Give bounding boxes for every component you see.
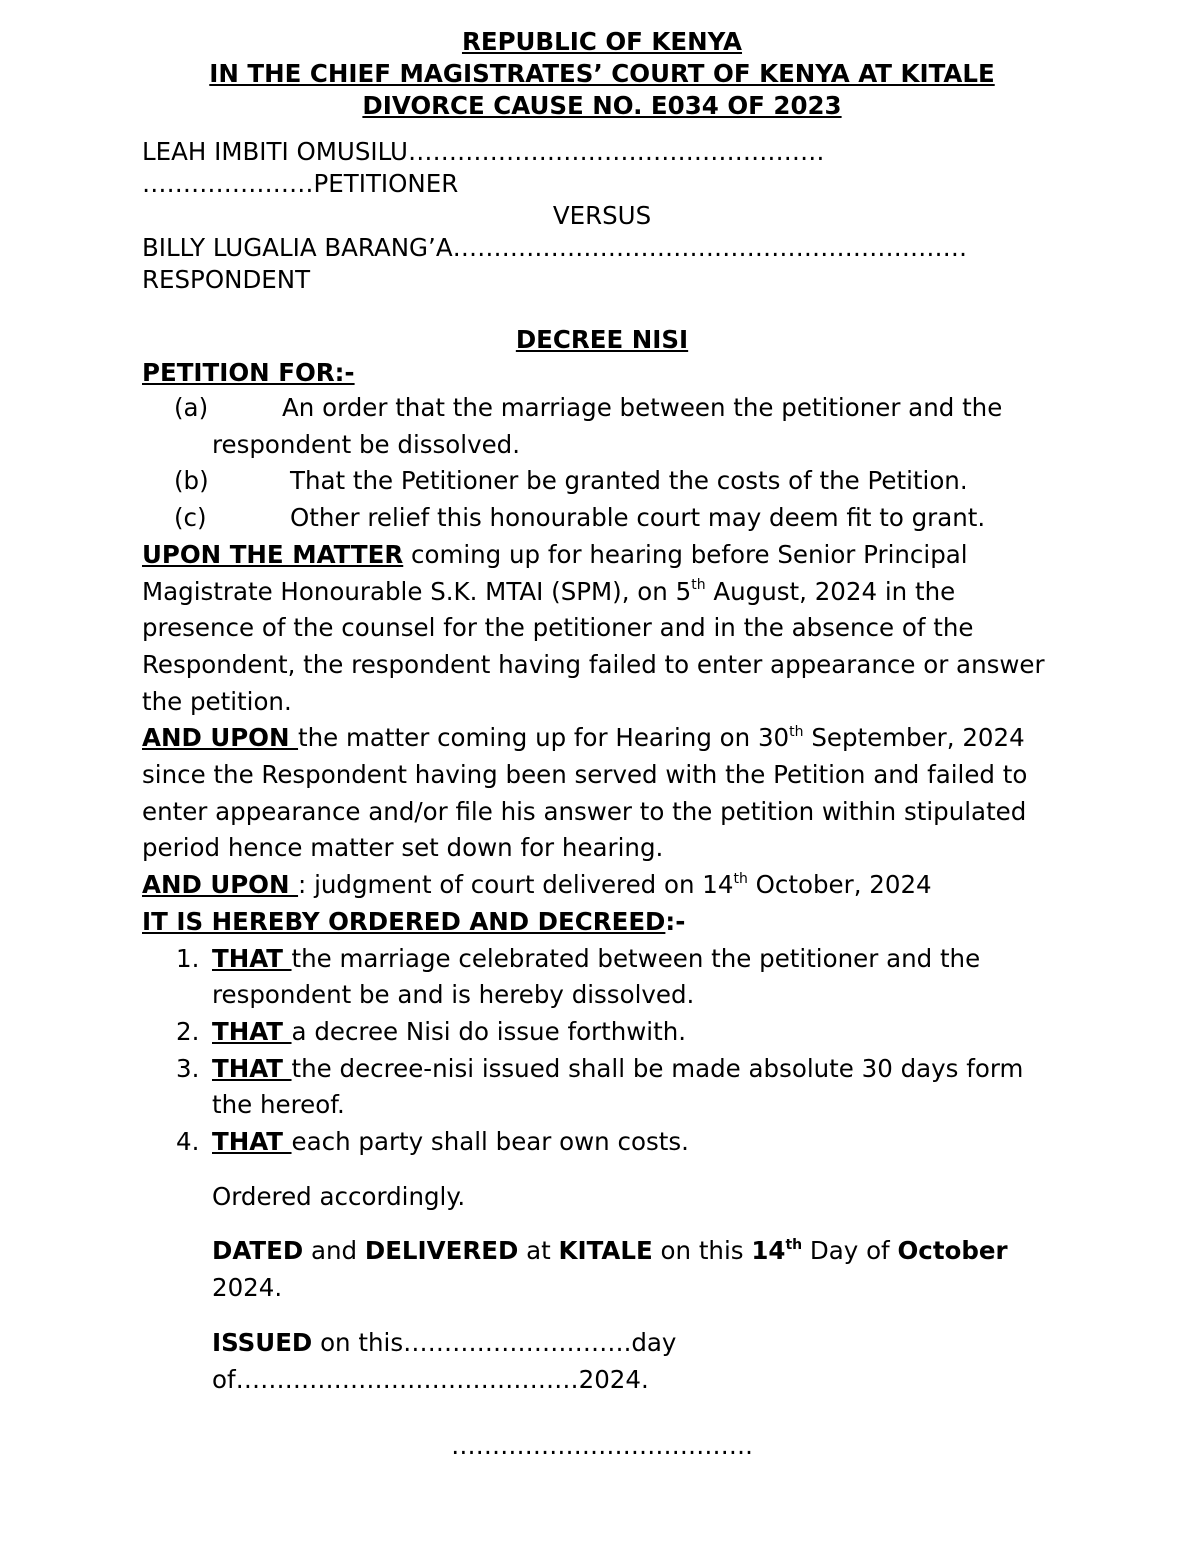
issued-paragraph	[142, 1325, 1062, 1398]
order-text: the marriage celebrated between the petitioner and the respondent be and is hereby dissolved.	[212, 943, 981, 1010]
petition-item-text: An order that the marriage between the petitioner and the respondent be dissolved.	[212, 393, 1003, 459]
dated-text: 2024.	[212, 1273, 283, 1303]
and-upon-lead: AND UPON	[142, 870, 299, 900]
and-upon-paragraph-1	[142, 720, 1062, 867]
day-number: 14	[751, 1236, 786, 1266]
dated-text: Day of	[802, 1236, 898, 1266]
court-header	[142, 26, 1062, 122]
paragraph-text: September, 2024 since the Respondent having been served with the Petition and failed to enter appearance and/or file his answer to the petition within stipulated period hence matter set down for hearing.	[142, 723, 1028, 863]
petition-list	[142, 390, 1062, 537]
document-title: DECREE NISI	[515, 325, 689, 354]
header-republic: REPUBLIC OF KENYA	[461, 27, 743, 56]
orders-list	[142, 941, 1062, 1161]
dated-word: DATED	[212, 1236, 304, 1266]
issued-text: on this……………………….day	[312, 1327, 677, 1357]
ordered-accordingly: Ordered accordingly.	[212, 1181, 466, 1211]
respondent-role: RESPONDENT	[142, 265, 311, 294]
dated-delivered-paragraph	[142, 1233, 1062, 1306]
petition-item-text: Other relief this honourable court may deem fit to grant.	[290, 503, 986, 533]
month-word: October	[897, 1236, 1008, 1266]
ordinal-suffix: th	[733, 870, 748, 887]
issued-line-2: of……………………………………2024.	[212, 1364, 649, 1394]
document-page	[142, 26, 1062, 1465]
order-number: 3.	[176, 1053, 200, 1083]
petitioner-role: …………………PETITIONER	[142, 169, 459, 198]
petition-item-b	[142, 463, 1062, 500]
place-word: KITALE	[558, 1236, 653, 1266]
dated-text: and	[303, 1236, 365, 1266]
versus-label: VERSUS	[552, 201, 652, 230]
paragraph-text: October, 2024	[747, 870, 932, 900]
issued-word: ISSUED	[212, 1327, 313, 1357]
dated-text: on this	[652, 1236, 752, 1266]
header-cause-number: DIVORCE CAUSE NO. E034 OF 2023	[362, 91, 842, 120]
issued-line-1	[212, 1325, 1062, 1362]
order-number: 4.	[176, 1127, 200, 1157]
paragraph-text: : judgment of court delivered on 14	[298, 870, 734, 900]
ordinal-suffix: th	[789, 724, 804, 741]
ordinal-suffix: th	[785, 1237, 803, 1254]
petition-item-text: That the Petitioner be granted the costs of the Petition.	[290, 466, 968, 496]
order-item-1	[142, 941, 1062, 1014]
signature-line: ……………………………….	[451, 1431, 753, 1461]
ordinal-suffix: th	[691, 577, 706, 594]
dated-text: at	[518, 1236, 559, 1266]
paragraph-text: August, 2024 in the presence of the counsel for the petitioner and in the absence of the Respondent, the respondent having failed to enter appearance or answer the petition.	[142, 576, 1045, 716]
order-number: 2.	[176, 1016, 200, 1046]
order-text: a decree Nisi do issue forthwith.	[291, 1016, 687, 1046]
petition-item-label: (a)	[174, 393, 209, 422]
ordered-heading-text: IT IS HEREBY ORDERED AND DECREED	[142, 906, 666, 936]
parties-block	[142, 136, 1062, 296]
order-lead: THAT	[212, 1016, 292, 1046]
upon-the-matter-lead: UPON THE MATTER	[142, 539, 404, 569]
and-upon-lead: AND UPON	[142, 723, 299, 753]
petition-item-a	[142, 390, 1062, 463]
delivered-word: DELIVERED	[364, 1236, 519, 1266]
petitioner-name: LEAH IMBITI OMUSILU……………………………………………	[142, 137, 825, 166]
paragraph-text: coming up for hearing before Senior Principal Magistrate Honourable S.K. MTAI (SPM), on 5	[142, 539, 968, 606]
petition-item-label: (b)	[174, 466, 209, 496]
respondent-name: BILLY LUGALIA BARANG’A………………………………………………………	[142, 233, 968, 262]
order-item-3	[142, 1051, 1062, 1124]
upon-the-matter-paragraph	[142, 537, 1062, 721]
order-lead: THAT	[212, 1053, 292, 1083]
petition-heading: PETITION FOR:-	[142, 358, 355, 387]
paragraph-text: the matter coming up for Hearing on 30	[298, 723, 790, 753]
and-upon-paragraph-2	[142, 867, 1062, 904]
order-item-2	[142, 1014, 1062, 1051]
ordered-heading-suffix: :-	[665, 906, 686, 936]
order-text: each party shall bear own costs.	[291, 1127, 689, 1157]
ordered-heading	[142, 904, 1062, 941]
order-number: 1.	[176, 943, 200, 973]
order-item-4	[142, 1124, 1062, 1161]
order-lead: THAT	[212, 943, 292, 973]
petition-item-c	[142, 500, 1062, 537]
petition-item-label: (c)	[174, 503, 207, 533]
order-lead: THAT	[212, 1127, 292, 1157]
order-text: the decree-nisi issued shall be made absolute 30 days form the hereof.	[212, 1053, 1024, 1120]
header-court: IN THE CHIEF MAGISTRATES’ COURT OF KENYA AT KITALE	[209, 59, 995, 88]
